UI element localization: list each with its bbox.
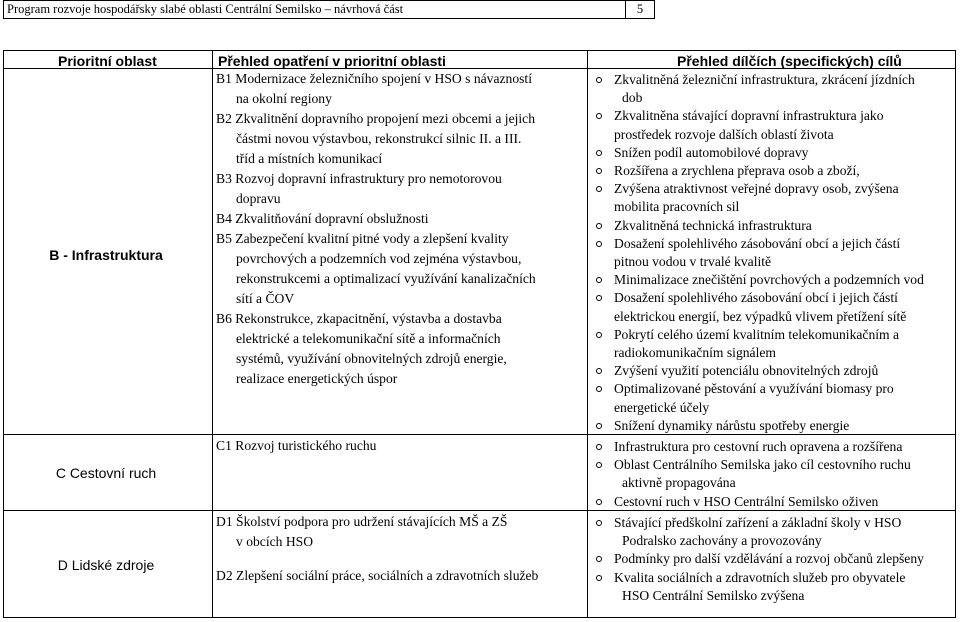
column-divider-2 bbox=[587, 50, 588, 618]
measure-line: elektrické a telekomunikační sítě a informačních bbox=[236, 331, 501, 346]
goal-item bbox=[590, 71, 955, 107]
goal-line: HSO Centrální Semilsko zvýšena bbox=[622, 587, 805, 603]
goals-human-resources bbox=[590, 514, 955, 605]
goal-item bbox=[590, 326, 955, 362]
goal-line: Kvalita sociálních a zdravotních služeb pro obyvatele bbox=[614, 569, 906, 585]
document-title: Program rozvoje hospodářsky slabé oblasti Centrální Semilsko – návrhová část bbox=[7, 2, 404, 16]
goal-line: elektrickou energií, bez výpadků vlivem přetížení sítě bbox=[614, 308, 907, 324]
goal-line: Stávající předškolní zařízení a základní školy v HSO bbox=[614, 515, 902, 530]
column-header-area: Prioritní oblast bbox=[58, 53, 157, 69]
measure-item bbox=[216, 309, 586, 389]
goal-line: energetické účely bbox=[614, 399, 710, 415]
measure-item bbox=[216, 109, 586, 169]
measure-line: D1 Školství podpora pro udržení stávajících MŠ a ZŠ bbox=[216, 514, 508, 529]
goal-line: Podmínky pro další vzdělávání a rozvoj občanů zlepšeny bbox=[614, 551, 924, 567]
measure-line: na okolní regiony bbox=[236, 91, 332, 106]
table-bottom-border bbox=[3, 617, 955, 618]
bullet-icon bbox=[596, 77, 602, 83]
goal-item bbox=[590, 456, 955, 492]
measure-line: D2 Zlepšení sociální práce, sociálních a zdravotních služeb bbox=[216, 568, 539, 583]
table-right-border bbox=[955, 50, 956, 618]
goal-item bbox=[590, 438, 955, 456]
measure-line: systémů, využívání obnovitelných zdrojů energie, bbox=[236, 351, 507, 366]
measure-line: částmi novou výstavbou, rekonstrukcí silnic II. a III. bbox=[236, 131, 522, 146]
column-header-measures: Přehled opatření v prioritní oblasti bbox=[218, 53, 446, 69]
goal-line: Optimalizované pěstování a využívání biomasy pro bbox=[614, 381, 894, 397]
measure-item bbox=[216, 229, 586, 309]
measure-line: C1 Rozvoj turistického ruchu bbox=[216, 438, 377, 453]
goal-line: Snížen podíl automobilové dopravy bbox=[614, 144, 809, 160]
goal-item bbox=[590, 380, 955, 416]
goal-line: mobilita pracovních sil bbox=[614, 199, 740, 215]
measure-item bbox=[216, 512, 586, 552]
goal-item bbox=[590, 514, 955, 550]
goal-line: Snížení dynamiky nárůstu spotřeby energie bbox=[614, 417, 850, 433]
goal-line: Cestovní ruch v HSO Centrální Semilsko oživen bbox=[614, 493, 879, 509]
bullet-icon bbox=[596, 499, 602, 505]
goal-line: Zvýšena atraktivnost veřejné dopravy osob, zvýšena bbox=[614, 181, 899, 197]
measure-line: B4 Zkvalitňování dopravní obslužnosti bbox=[216, 211, 429, 226]
goal-line: Zkvalitněná železniční infrastruktura, zkrácení jízdních bbox=[614, 72, 915, 87]
goal-line: radiokomunikačním signálem bbox=[614, 345, 776, 361]
measure-line: B5 Zabezpečení kvalitní pitné vody a zlepšení kvality bbox=[216, 231, 509, 246]
area-label-tourism: C Cestovní ruch bbox=[55, 465, 157, 481]
bullet-icon bbox=[596, 462, 602, 468]
bullet-icon bbox=[596, 277, 602, 283]
goal-line: Dosažení spolehlivého zásobování obcí i jejich částí bbox=[614, 290, 898, 306]
measure-line: B6 Rekonstrukce, zkapacitnění, výstavba a dostavba bbox=[216, 311, 502, 326]
bullet-icon bbox=[596, 223, 602, 229]
measure-line: realizace energetických úspor bbox=[236, 371, 398, 386]
measures-human-resources bbox=[216, 512, 586, 586]
measure-line: v obcích HSO bbox=[236, 534, 314, 549]
bullet-icon bbox=[596, 556, 602, 562]
goals-infrastructure bbox=[590, 71, 955, 435]
bullet-icon bbox=[596, 575, 602, 581]
bullet-icon bbox=[596, 150, 602, 156]
table-left-border bbox=[3, 50, 4, 618]
measure-line: sítí a ČOV bbox=[236, 291, 295, 306]
measure-line: B3 Rozvoj dopravní infrastruktury pro nemotorovou bbox=[216, 171, 502, 186]
goal-line: Infrastruktura pro cestovní ruch opravena a rozšířena bbox=[614, 439, 903, 454]
measure-line: dopravu bbox=[236, 191, 281, 206]
goal-item bbox=[590, 493, 955, 511]
goal-line: Oblast Centrálního Semilska jako cíl cestovního ruchu bbox=[614, 457, 911, 473]
goal-item bbox=[590, 107, 955, 143]
bullet-icon bbox=[596, 332, 602, 338]
measure-line: rekonstrukcemi a optimalizací využívání kanalizačních bbox=[236, 271, 536, 286]
area-label-infrastructure: B - Infrastruktura bbox=[49, 247, 163, 263]
bullet-icon bbox=[596, 295, 602, 301]
goal-line: prostředek rozvoje dalších oblastí života bbox=[614, 126, 834, 142]
goal-item bbox=[590, 235, 955, 271]
bullet-icon bbox=[596, 186, 602, 192]
goal-line: Minimalizace znečištění povrchových a podzemních vod bbox=[614, 272, 924, 288]
table-top-border bbox=[3, 50, 955, 51]
goal-item bbox=[590, 180, 955, 216]
bullet-icon bbox=[596, 386, 602, 392]
measure-line: tříd a místních komunikací bbox=[236, 151, 383, 166]
measure-line: B1 Modernizace železničního spojení v HSO s návazností bbox=[216, 71, 532, 86]
goal-line: Dosažení spolehlivého zásobování obcí a jejich částí bbox=[614, 235, 901, 251]
goal-item bbox=[590, 569, 955, 605]
measure-item bbox=[216, 69, 586, 109]
bullet-icon bbox=[596, 368, 602, 374]
goal-line: Zkvalitněná technická infrastruktura bbox=[614, 217, 812, 233]
measures-infrastructure bbox=[216, 69, 586, 389]
goal-item bbox=[590, 289, 955, 325]
goal-line: dob bbox=[622, 90, 643, 106]
measure-item bbox=[216, 436, 586, 456]
goal-item bbox=[590, 144, 955, 162]
bullet-icon bbox=[596, 444, 602, 450]
goal-line: Podralsko zachovány a provozovány bbox=[622, 533, 822, 549]
measure-item bbox=[216, 209, 586, 229]
measure-item bbox=[216, 169, 586, 209]
bullet-icon bbox=[596, 113, 602, 119]
measure-item bbox=[216, 566, 586, 586]
measure-line: B2 Zkvalitnění dopravního propojení mezi obcemi a jejich bbox=[216, 111, 535, 126]
bullet-icon bbox=[596, 168, 602, 174]
column-divider-1 bbox=[212, 50, 213, 618]
goals-tourism bbox=[590, 438, 955, 511]
goal-line: Rozšířena a zrychlena přeprava osob a zboží, bbox=[614, 163, 860, 179]
goal-item bbox=[590, 362, 955, 380]
bullet-icon bbox=[596, 423, 602, 429]
bullet-icon bbox=[596, 520, 602, 526]
goal-line: Zvýšení využití potenciálu obnovitelných zdrojů bbox=[614, 363, 879, 379]
goal-line: aktivně propagována bbox=[622, 475, 736, 491]
area-label-human-resources: D Lidské zdroje bbox=[57, 557, 155, 573]
goal-item bbox=[590, 162, 955, 180]
goal-line: Zkvalitněna stávající dopravní infrastruktura jako bbox=[614, 108, 884, 124]
goal-line: Pokrytí celého území kvalitním telekomunikačním a bbox=[614, 326, 900, 342]
measures-tourism bbox=[216, 436, 586, 456]
page-header bbox=[3, 0, 655, 19]
bullet-icon bbox=[596, 241, 602, 247]
goal-item bbox=[590, 217, 955, 235]
column-header-goals: Přehled dílčích (specifických) cílů bbox=[677, 53, 902, 69]
goal-line: pitnou vodou v trvalé kvalitě bbox=[614, 254, 772, 270]
goal-item bbox=[590, 417, 955, 435]
page-number: 5 bbox=[625, 1, 654, 18]
goal-item bbox=[590, 271, 955, 289]
goal-item bbox=[590, 550, 955, 568]
measure-line: povrchových a podzemních vod zejména výstavbou, bbox=[236, 251, 522, 266]
